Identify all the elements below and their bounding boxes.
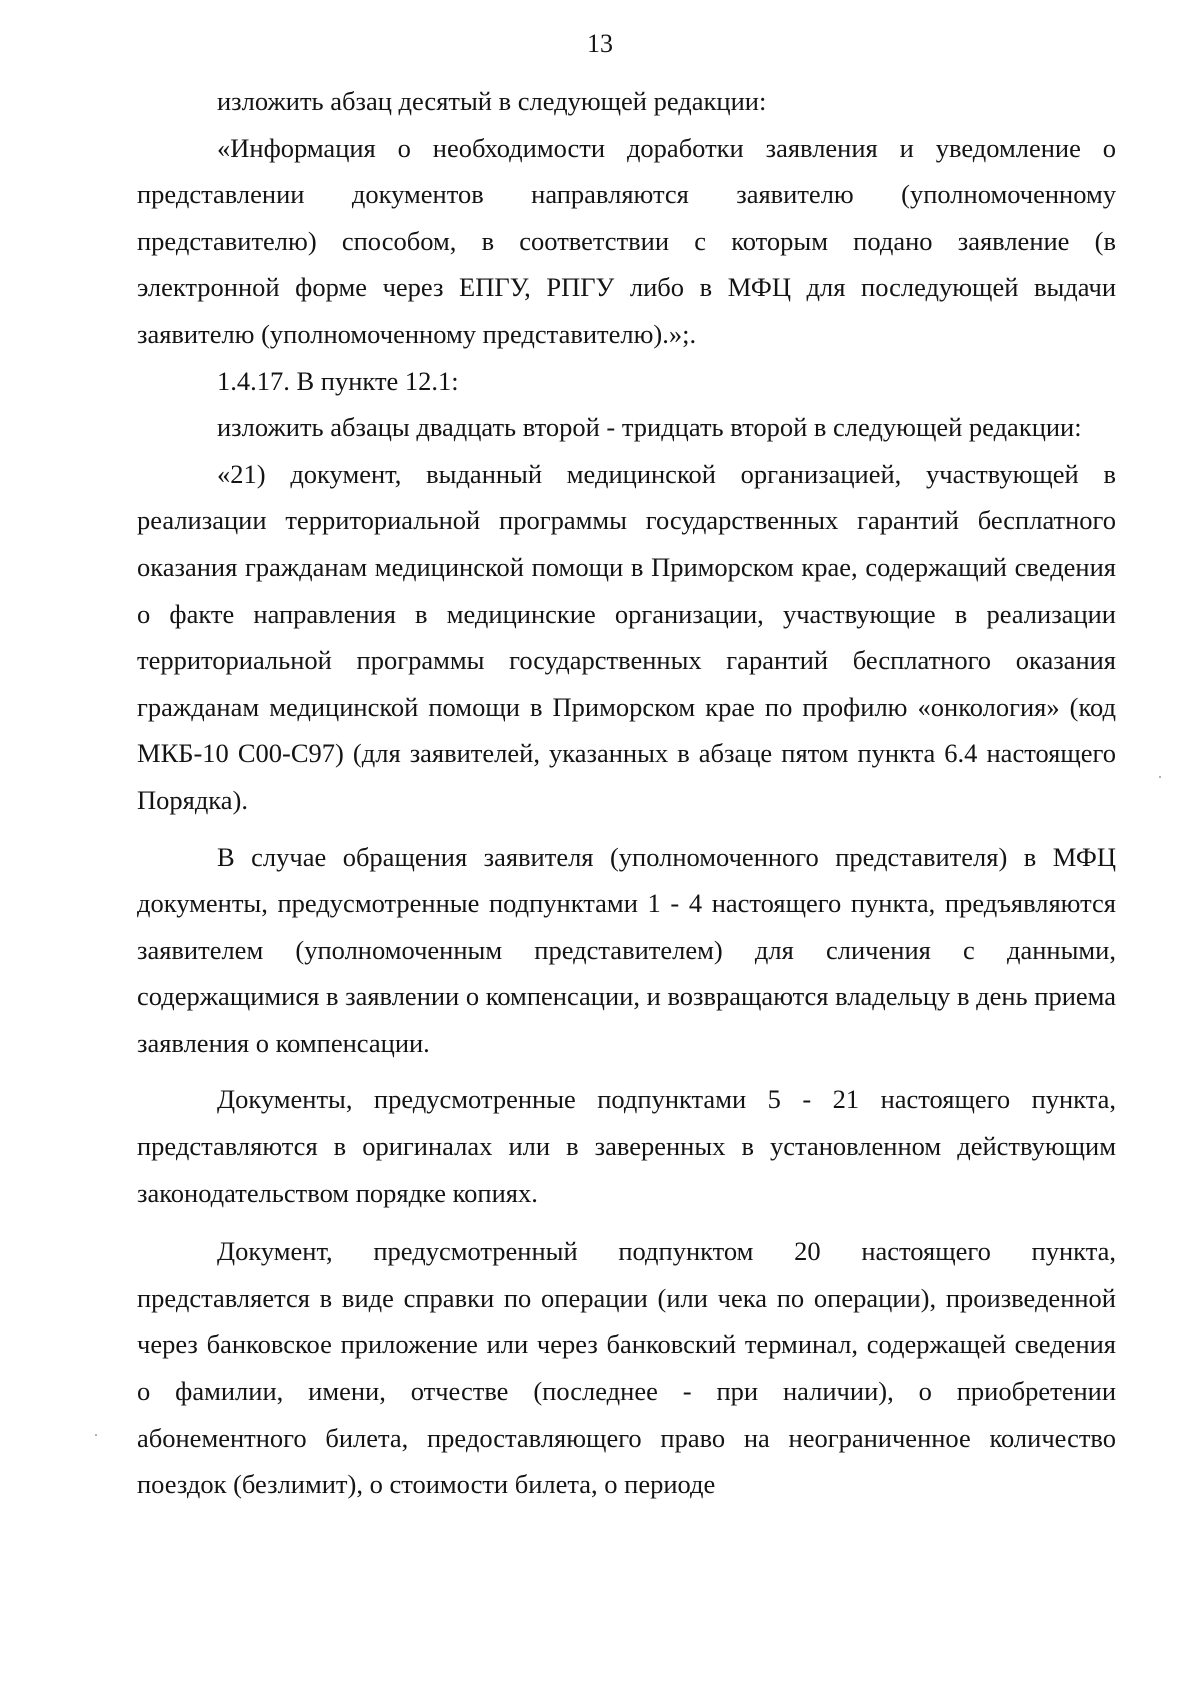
- paragraph-mfc-documents: В случае обращения заявителя (уполномоченного представителя) в МФЦ документы, предусмотренные подпунктами 1 - 4 настоящего пункта, предъявляются заявителем (уполномоченным представителем) для сличения с данными, содержащимися в заявлении о компенсации, и возвращаются владельцу в день приема заявления о компенсации.: [137, 841, 1116, 1058]
- scan-speck: [1159, 776, 1161, 778]
- page-number: 13: [587, 29, 613, 58]
- paragraph-notification-text: «Информация о необходимости доработки заявления и уведомление о представлении документов направляются заявителю (уполномоченному представителю) способом, в соответствии с которым подано заявление (в электронной форме через ЕПГУ, РПГУ либо в МФЦ для последующей выдачи заявителю (уполномоченному представителю).»;.: [137, 132, 1116, 349]
- document-body: [137, 78, 1116, 1508]
- paragraph-instruction-10: изложить абзац десятый в следующей редакции:: [217, 86, 767, 116]
- scan-speck: [95, 1434, 97, 1436]
- paragraph-document-20: Документ, предусмотренный подпунктом 20 настоящего пункта, представляется в виде справки по операции (или чека по операции), произведенной через банковское приложение или через банковский терминал, содержащей сведения о фамилии, имени, отчестве (последнее - при наличии), о приобретении абонементного билета, предоставляющего право на неограниченное количество поездок (безлимит), о стоимости билета, о периоде: [137, 1236, 1116, 1500]
- paragraph-clause-1-4-17: 1.4.17. В пункте 12.1:: [217, 365, 459, 396]
- paragraph-documents-5-21: Документы, предусмотренные подпунктами 5 - 21 настоящего пункта, представляются в оригиналах или в заверенных в установленном действующим законодательством порядке копиях.: [137, 1084, 1116, 1208]
- paragraph-item-21: «21) документ, выданный медицинской организацией, участвующей в реализации территориальной программы государственных гарантий бесплатного оказания гражданам медицинской помощи в Приморском крае, содержащий сведения о факте направления в медицинские организации, участвующие в реализации территориальной программы государственных гарантий бесплатного оказания гражданам медицинской помощи в Приморском крае по профилю «онкология» (код МКБ-10 С00-С97) (для заявителей, указанных в абзаце пятом пункта 6.4 настоящего Порядка).: [137, 458, 1116, 815]
- paragraph-instruction-22-32: изложить абзацы двадцать второй - тридцать второй в следующей редакции:: [217, 412, 1082, 443]
